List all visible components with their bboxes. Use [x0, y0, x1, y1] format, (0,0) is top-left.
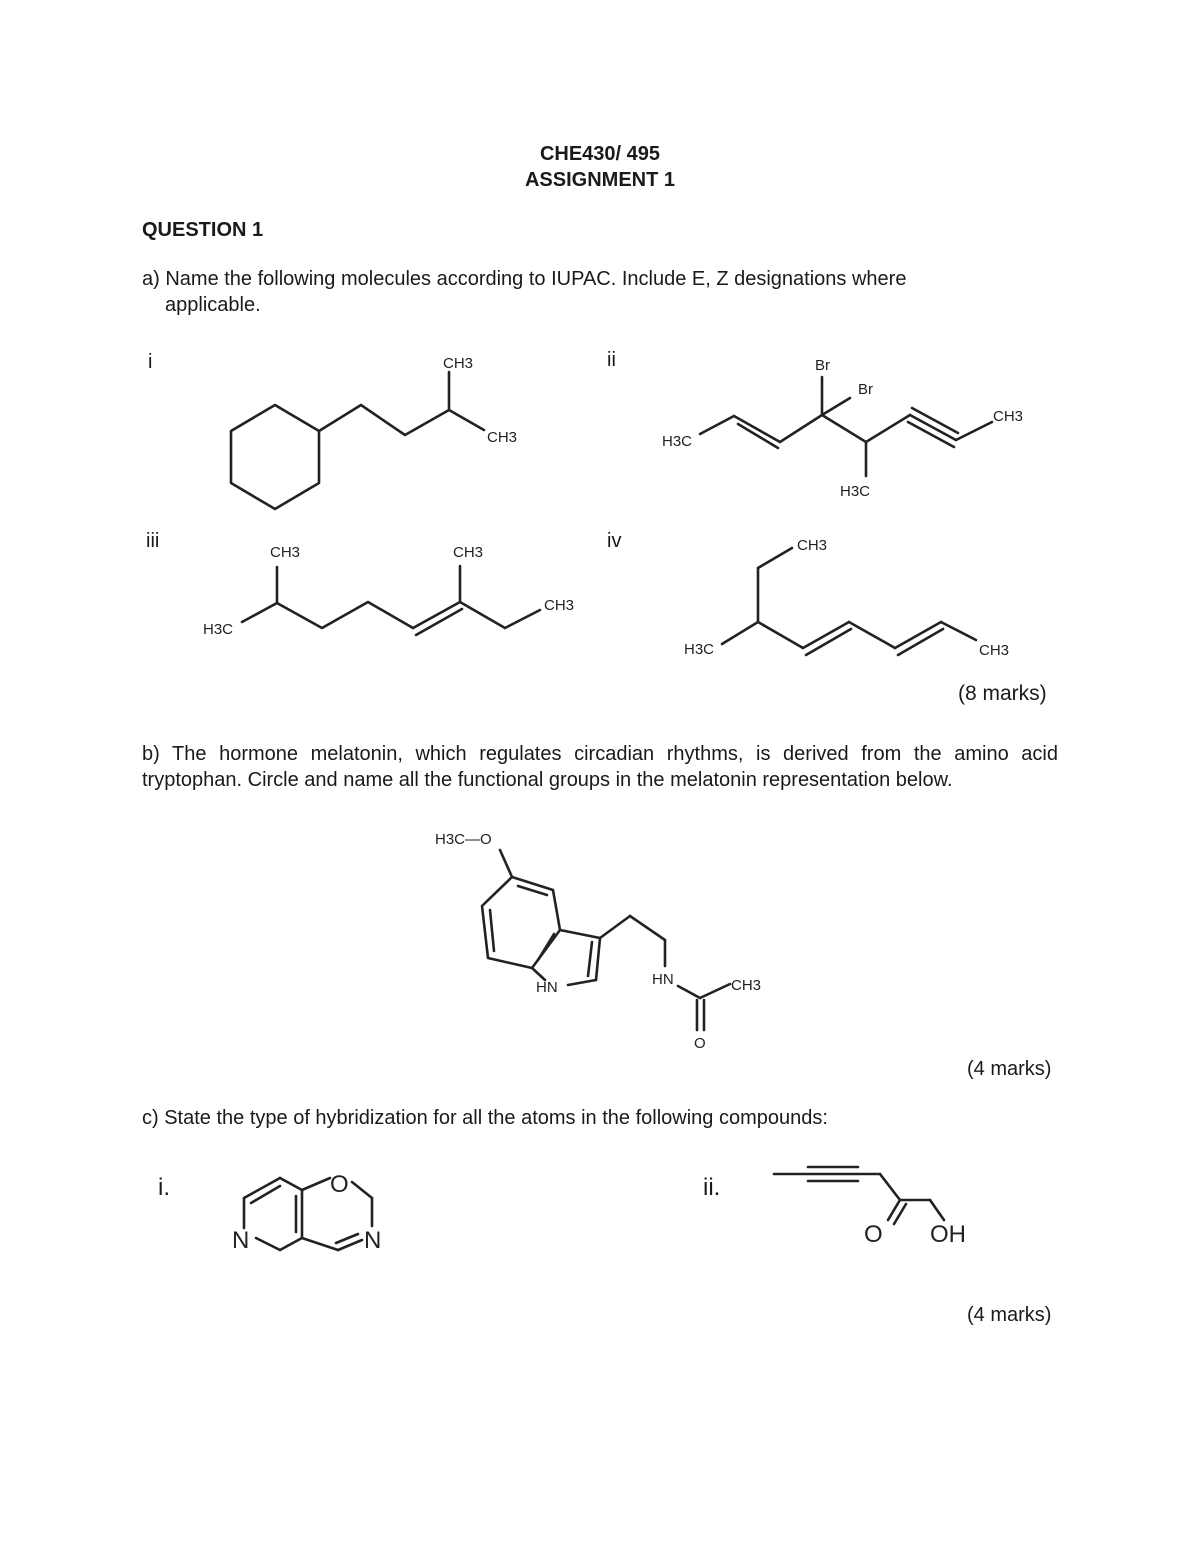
- part-c-prompt: c) State the type of hybridization for all the atoms in the following compounds:: [142, 1107, 828, 1129]
- br-label: Br: [815, 357, 830, 374]
- h3c-label: H3C: [840, 483, 871, 500]
- methoxy-label: H3C—O: [435, 831, 492, 848]
- ch3-label: CH3: [731, 977, 762, 994]
- numeral-iii: iii: [146, 530, 160, 552]
- part-c-numeral-ii: ii.: [703, 1174, 721, 1201]
- hydroxyl-label: OH: [930, 1221, 966, 1248]
- part-c-marks: (4 marks): [967, 1304, 1052, 1326]
- oxygen-label: O: [330, 1171, 349, 1198]
- ch3-label: CH3: [443, 355, 474, 372]
- carbonyl-o-label: O: [694, 1035, 706, 1052]
- carbonyl-o-label: O: [864, 1221, 883, 1248]
- ch3-label: CH3: [453, 544, 484, 561]
- h3c-label: H3C: [684, 641, 715, 658]
- part-a-prompt-line1: a) Name the following molecules according to IUPAC. Include E, Z designations where: [142, 268, 907, 290]
- numeral-i: i: [148, 351, 153, 373]
- question-title: QUESTION 1: [142, 219, 264, 241]
- part-b-prompt-line1: b) The hormone melatonin, which regulates circadian rhythms, is derived from the amino acid: [142, 743, 1058, 765]
- indole-nh-label: HN: [536, 979, 558, 996]
- part-a-marks: (8 marks): [958, 682, 1047, 705]
- part-b-prompt-line2: tryptophan. Circle and name all the functional groups in the melatonin representation below.: [142, 769, 953, 791]
- ch3-label: CH3: [544, 597, 575, 614]
- ch3-label: CH3: [797, 537, 828, 554]
- ch3-label: CH3: [487, 429, 518, 446]
- part-c-numeral-i: i.: [158, 1174, 170, 1201]
- nitrogen-label: N: [364, 1227, 382, 1254]
- nitrogen-label: N: [232, 1227, 250, 1254]
- numeral-iv: iv: [607, 530, 622, 552]
- numeral-ii: ii: [607, 349, 616, 371]
- part-a-prompt-line2: applicable.: [165, 294, 261, 316]
- ch3-label: CH3: [993, 408, 1024, 425]
- amide-nh-label: HN: [652, 971, 674, 988]
- ch3-label: CH3: [979, 642, 1010, 659]
- h3c-label: H3C: [662, 433, 693, 450]
- assignment-title: ASSIGNMENT 1: [524, 169, 676, 191]
- br-label: Br: [858, 381, 873, 398]
- course-code: CHE430/ 495: [539, 143, 661, 165]
- ch3-label: CH3: [270, 544, 301, 561]
- h3c-label: H3C: [203, 621, 234, 638]
- part-b-marks: (4 marks): [967, 1058, 1052, 1080]
